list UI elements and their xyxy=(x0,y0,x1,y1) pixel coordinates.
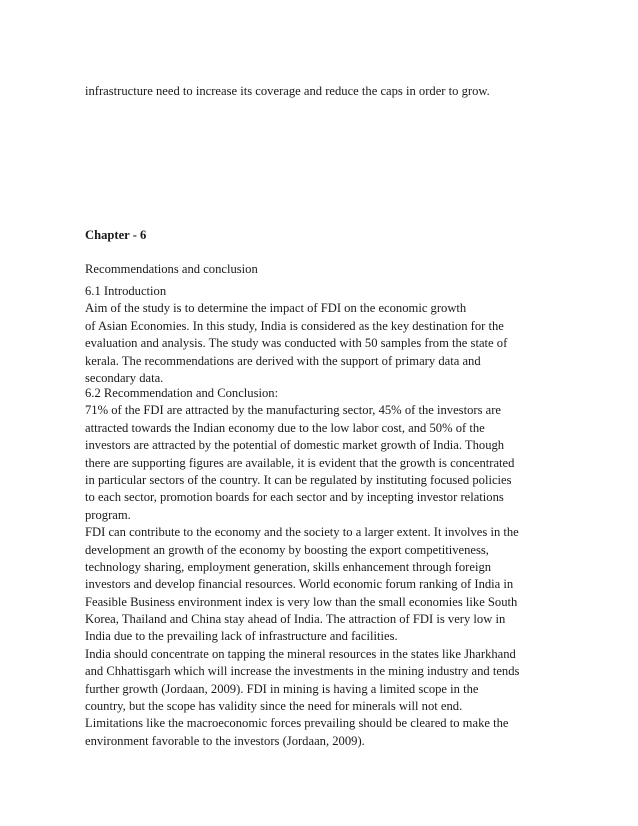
text-line: FDI can contribute to the economy and the society to a larger extent. It involves in the xyxy=(85,525,519,540)
text-line: India should concentrate on tapping the mineral resources in the states like Jharkhand xyxy=(85,646,516,661)
text-line: investors are attracted by the potential of domestic market growth of India. Though xyxy=(85,438,505,453)
section-6-2 xyxy=(85,385,555,750)
text-line: there are supporting figures are available, it is evident that the growth is concentrated xyxy=(85,455,515,470)
text-line: attracted towards the Indian economy due to the low labor cost, and 50% of the xyxy=(85,420,485,435)
section-6-1 xyxy=(85,283,555,387)
section-heading: 6.1 Introduction xyxy=(85,284,167,298)
chapter-title: Chapter - 6 xyxy=(85,228,147,242)
text-line: to each sector, promotion boards for each sector and by incepting investor relations xyxy=(85,490,504,505)
text-line: development an growth of the economy by boosting the export competitiveness, xyxy=(85,542,489,557)
text-line: Limitations like the macroeconomic forces prevailing should be cleared to make the xyxy=(85,716,509,731)
text-line: program. xyxy=(85,507,131,522)
text-line: India due to the prevailing lack of infrastructure and facilities. xyxy=(85,629,398,644)
text-line: 71% of the FDI are attracted by the manufacturing sector, 45% of the investors are xyxy=(85,403,501,418)
chapter-heading xyxy=(85,227,555,244)
top-line: infrastructure need to increase its coverage and reduce the caps in order to grow. xyxy=(85,84,490,98)
text-line: further growth (Jordaan, 2009). FDI in mining is having a limited scope in the xyxy=(85,681,479,696)
text-line: in particular sectors of the country. It can be regulated by instituting focused policies xyxy=(85,472,512,487)
text-line: Aim of the study is to determine the impact of FDI on the economic growth xyxy=(85,301,467,316)
text-line: investors and develop financial resources. World economic forum ranking of India in xyxy=(85,577,514,592)
text-line: country, but the scope has validity since the need for minerals will not end. xyxy=(85,699,463,714)
text-line: of Asian Economies. In this study, India is considered as the key destination for the xyxy=(85,318,504,333)
text-line: Feasible Business environment index is very low than the small economies like South xyxy=(85,594,518,609)
text-line: kerala. The recommendations are derived with the support of primary data and xyxy=(85,353,481,368)
chapter-subtitle-block xyxy=(85,261,555,278)
text-line: Korea, Thailand and China stay ahead of India. The attraction of FDI is very low in xyxy=(85,612,506,627)
text-line: and Chhattisgarh which will increase the investments in the mining industry and tends xyxy=(85,664,520,679)
text-line: secondary data. xyxy=(85,370,164,385)
text-line: technology sharing, employment generation, skills enhancement through foreign xyxy=(85,559,492,574)
text-line: environment favorable to the investors (Jordaan, 2009). xyxy=(85,733,365,748)
top-continuation xyxy=(85,83,555,100)
chapter-subtitle: Recommendations and conclusion xyxy=(85,262,258,276)
text-line: evaluation and analysis. The study was conducted with 50 samples from the state of xyxy=(85,336,508,351)
section-heading: 6.2 Recommendation and Conclusion: xyxy=(85,386,279,400)
